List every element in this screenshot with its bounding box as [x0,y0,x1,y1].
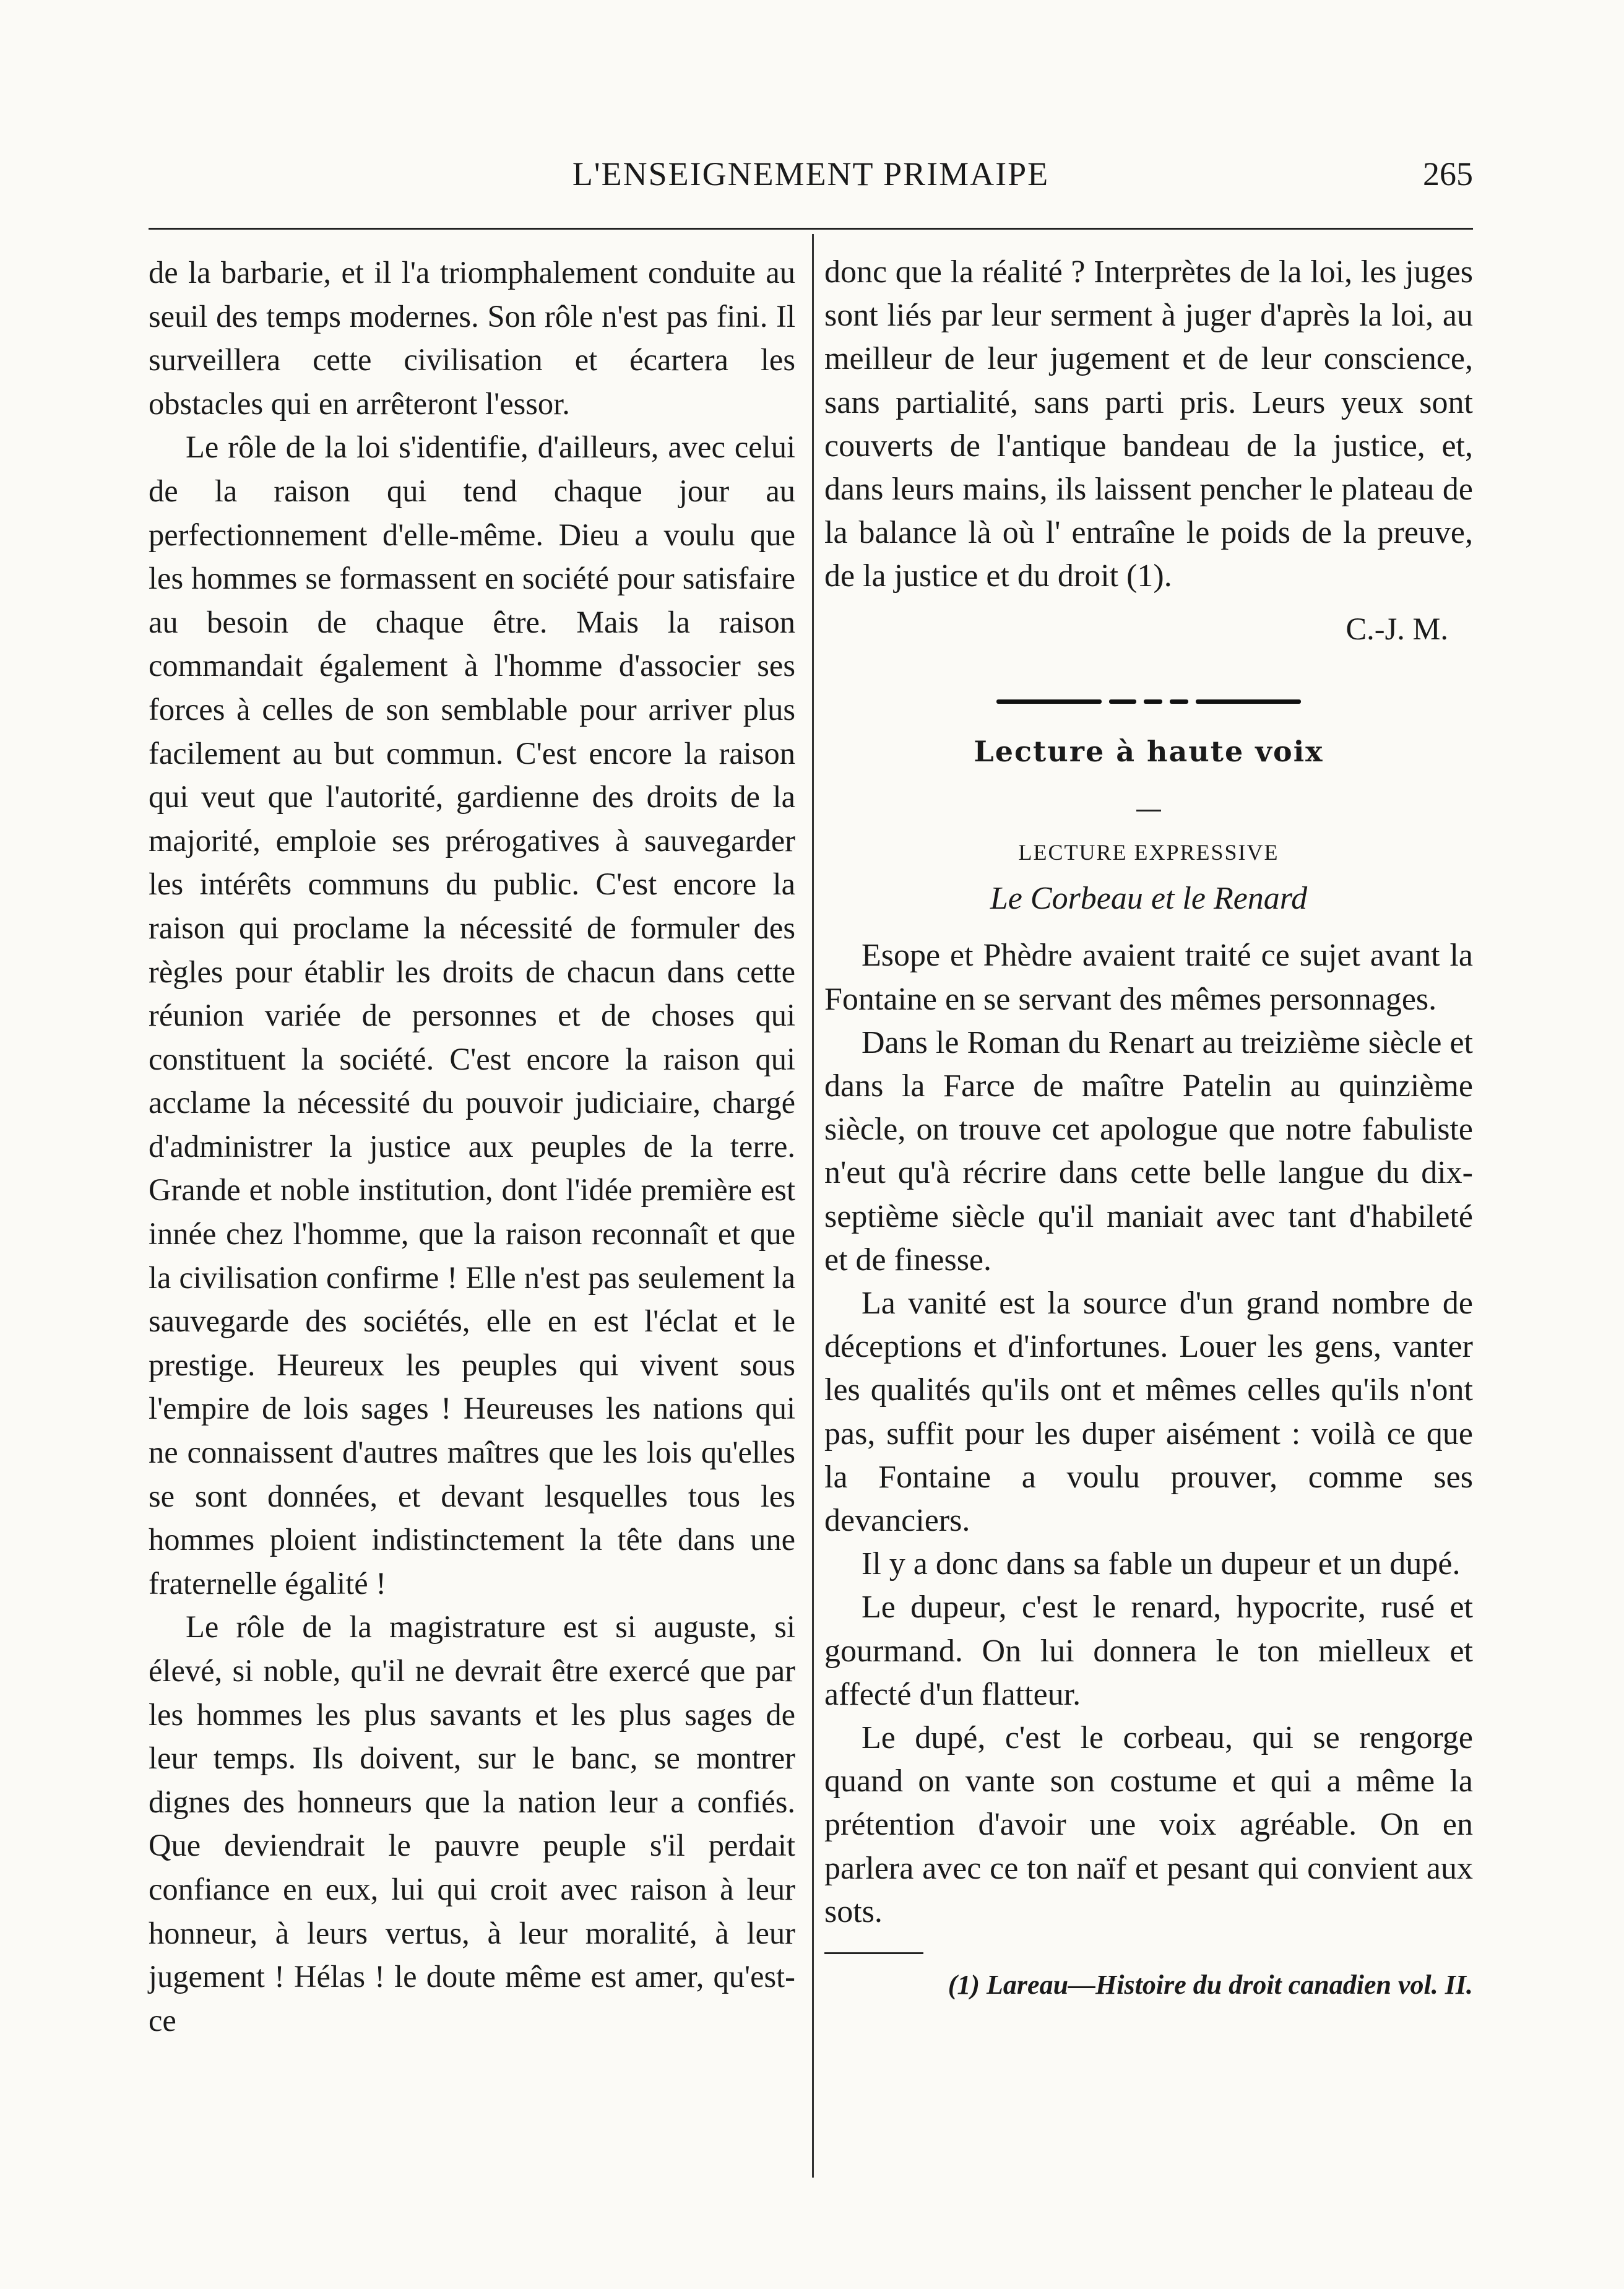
paragraph: Il y a donc dans sa fable un dupeur et un dupé. [862,1546,1461,1582]
column-divider [812,234,814,2178]
running-head [149,155,1473,204]
paragraph: Le rôle de la loi s'identifie, d'ailleurs, avec celui de la raison qui tend chaque jour au perfectionnement d'elle-même. Dieu a voulu que les hommes se formassent en société pour satisfaire au besoin de chaque être. Mais la raison commandait également à l'homme d'associer ses forces à celles de son semblable pour arriver plus facilement au but commun. C'est encore la raison qui veut que l'autorité, gardienne des droits de la majorité, emploie ses prérogatives à sauvegarder les intérêts communs du public. C'est encore la raison qui proclame la nécessité de formuler des règles pour établir les droits de chacun dans cette réunion variée de personnes et de choses qui constituent la société. C'est encore la raison qui acclame la nécessité du pouvoir judiciaire, chargé d'administrer la justice aux peuples de la terre. Grande et noble institution, dont l'idée première est innée chez l'homme, que la raison reconnaît et que la civilisation confirme ! Elle n'est pas seulement la sauvegarde des sociétés, elle en est l'éclat et le prestige. Heureux les peuples qui vivent sous l'empire de lois sages ! Heureuses les nations qui ne connaissent d'autres maîtres que les lois qu'elles se sont données, et devant lesquelles tous les hommes ploient indistinctement la tête dans une fraternelle égalité ! [149,430,795,1601]
fable-title: Le Corbeau et le Renard [990,880,1308,916]
paragraph: donc que la réalité ? Interprètes de la loi, les juges sont liés par leur serment à juger d'après la loi, au meilleur de leur jugement et de leur conscience, sans partialité, sans parti pris. Leurs yeux sont couverts de l'antique bandeau de la justice, et, dans leurs mains, ils laissent pencher le plateau de la balance là où l' entraîne le poids de la preuve, de la justice et du droit (1). [824,254,1473,594]
paragraph: Le rôle de la magistrature est si auguste, si élevé, si noble, qu'il ne devrait être exercé que par les hommes les plus savants et les plus sages de leur temps. Ils doivent, sur le banc, se montrer dignes des honneurs que la nation leur a confiés. Que deviendrait le pauvre peuple s'il perdait confiance en eux, lui qui croit avec raison à leur honneur, à leurs vertus, à leur moralité, à leur jugement ! Hélas ! le doute même est amer, qu'est-ce [149,1609,795,2038]
right-column [824,251,1473,2004]
section-ornament [824,695,1473,707]
paragraph: Le dupeur, c'est le renard, hypocrite, rusé et gourmand. On lui donnera le ton mielleux et affecté d'un flatteur. [824,1590,1473,1712]
footnote: (1) Lareau—Histoire du droit canadien vol. II. [948,1970,1473,2001]
paragraph: Esope et Phèdre avaient traité ce sujet avant la Fontaine en se servant des mêmes personnages. [824,938,1473,1017]
short-dash [1136,810,1161,811]
paragraph: La vanité est la source d'un grand nombre de déceptions et d'infortunes. Louer les gens, vanter les qualités qu'ils ont et mêmes celles qu'ils n'ont pas, suffit pour les duper aisément : voilà ce que la Fontaine a voulu prouver, comme ses devanciers. [824,1286,1473,1539]
paragraph: Le dupé, c'est le corbeau, qui se rengorge quand on vante son costume et qui a même la prétention d'avoir une voix agréable. On en parlera avec ce ton naïf et pesant qui convient aux sots. [824,1720,1473,1929]
subsection-title: LECTURE EXPRESSIVE [1018,839,1279,865]
paragraph: de la barbarie, et il l'a triomphalement conduite au seuil des temps modernes. Son rôle n'est pas fini. Il surveillera cette civilisation et écartera les obstacles qui en arrêteront l'essor. [149,255,795,421]
left-column [149,251,795,2042]
running-title: L'ENSEIGNEMENT PRIMAIPE [572,155,1050,193]
header-rule [149,228,1473,230]
section-title: Lecture à haute voix [974,735,1324,769]
signature: C.-J. M. [1345,611,1448,646]
paragraph: Dans le Roman du Renart au treizième siècle et dans la Farce de maître Patelin au quinzième siècle, on trouve cet apologue que notre fabuliste n'eut qu'à récrire dans cette belle langue du dix-septième siècle qu'il maniait avec tant d'habileté et de finesse. [824,1024,1473,1278]
page-number: 265 [1423,155,1473,193]
footnote-rule [824,1952,923,1954]
